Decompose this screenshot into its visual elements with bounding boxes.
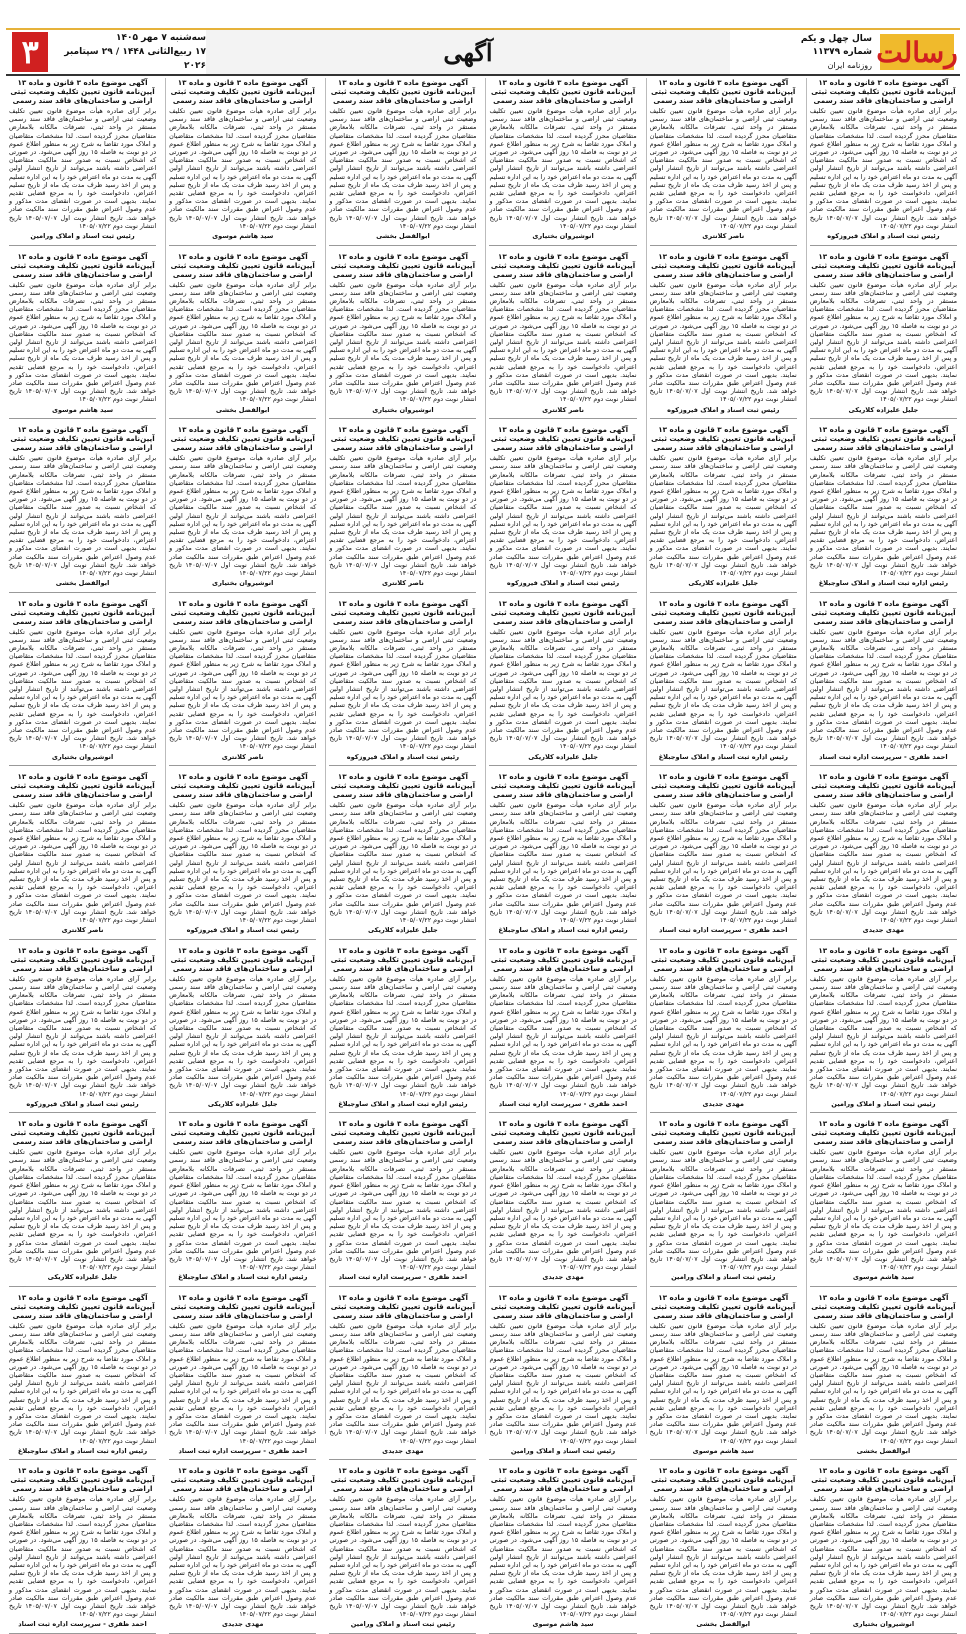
notice-heading: آگهی موضوع ماده ۳ قانون و ماده ۱۳ آیین‌نامه قانون تعیین تکلیف وضعیت ثبتی اراضی و ساختمان‌های فاقد سند رسمی xyxy=(10,945,155,973)
notice-signature: ناصر کلانتری xyxy=(381,579,424,588)
notice-body: برابر آرای صادره هیأت موضوع قانون تعیین تکلیف وضعیت ثبتی اراضی و ساختمان‌های فاقد سند رسمی مستقر در واحد ثبتی، تصرفات مالکانه بلامعارض متقاضیان محرز گردیده است. لذا مشخصات متقاضیان و املاک مورد تقاضا به شرح زیر به منظور اطلاع عموم در دو نوبت به فاصله ۱۵ روز آگهی می‌شود. در صورتی که اشخاص نسبت به صدور سند مالکیت متقاضیان اعتراضی داشته باشند می‌توانند از تاریخ انتشار اولین آگهی به مدت دو ماه اعتراض خود را به این اداره تسلیم و پس از اخذ رسید ظرف مدت یک ماه از تاریخ تسلیم اعتراض، دادخواست خود را به مرجع قضایی تقدیم نمایند. بدیهی است در صورت انقضای مدت مذکور و عدم وصول اعتراض طبق مقررات سند مالکیت صادر خواهد شد. تاریخ انتشار نوبت اول ۱۴۰۵/۰۷/۰۷ تاریخ انتشار نوبت دوم ۱۴۰۵/۰۷/۲۲ xyxy=(169,1495,317,1619)
notice-body: برابر آرای صادره هیأت موضوع قانون تعیین تکلیف وضعیت ثبتی اراضی و ساختمان‌های فاقد سند رسمی مستقر در واحد ثبتی، تصرفات مالکانه بلامعارض متقاضیان محرز گردیده است. لذا مشخصات متقاضیان و املاک مورد تقاضا به شرح زیر به منظور اطلاع عموم در دو نوبت به فاصله ۱۵ روز آگهی می‌شود. در صورتی که اشخاص نسبت به صدور سند مالکیت متقاضیان اعتراضی داشته باشند می‌توانند از تاریخ انتشار اولین آگهی به مدت دو ماه اعتراض خود را به این اداره تسلیم و پس از اخذ رسید ظرف مدت یک ماه از تاریخ تسلیم اعتراض، دادخواست خود را به مرجع قضایی تقدیم نمایند. بدیهی است در صورت انقضای مدت مذکور و عدم وصول اعتراض طبق مقررات سند مالکیت صادر خواهد شد. تاریخ انتشار نوبت اول ۱۴۰۵/۰۷/۰۷ تاریخ انتشار نوبت دوم ۱۴۰۵/۰۷/۲۲ xyxy=(8,1148,157,1272)
notice-signature: ابوالفضل بخشی xyxy=(55,579,110,588)
notice-signature: رئیس اداره ثبت اسناد و املاک ساوجبلاغ xyxy=(818,579,949,588)
notice-body: برابر آرای صادره هیأت موضوع قانون تعیین تکلیف وضعیت ثبتی اراضی و ساختمان‌های فاقد سند رسمی مستقر در واحد ثبتی، تصرفات مالکانه بلامعارض متقاضیان محرز گردیده است. لذا مشخصات متقاضیان و املاک مورد تقاضا به شرح زیر به منظور اطلاع عموم در دو نوبت به فاصله ۱۵ روز آگهی می‌شود. در صورتی که اشخاص نسبت به صدور سند مالکیت متقاضیان اعتراضی داشته باشند می‌توانند از تاریخ انتشار اولین آگهی به مدت دو ماه اعتراض خود را به این اداره تسلیم و پس از اخذ رسید ظرف مدت یک ماه از تاریخ تسلیم اعتراض، دادخواست خود را به مرجع قضایی تقدیم نمایند. بدیهی است در صورت انقضای مدت مذکور و عدم وصول اعتراض طبق مقررات سند مالکیت صادر خواهد شد. تاریخ انتشار نوبت اول ۱۴۰۵/۰۷/۰۷ تاریخ انتشار نوبت دوم ۱۴۰۵/۰۷/۲۲ xyxy=(649,801,797,925)
notice-body: برابر آرای صادره هیأت موضوع قانون تعیین تکلیف وضعیت ثبتی اراضی و ساختمان‌های فاقد سند رسمی مستقر در واحد ثبتی، تصرفات مالکانه بلامعارض متقاضیان محرز گردیده است. لذا مشخصات متقاضیان و املاک مورد تقاضا به شرح زیر به منظور اطلاع عموم در دو نوبت به فاصله ۱۵ روز آگهی می‌شود. در صورتی که اشخاص نسبت به صدور سند مالکیت متقاضیان اعتراضی داشته باشند می‌توانند از تاریخ انتشار اولین آگهی به مدت دو ماه اعتراض خود را به این اداره تسلیم و پس از اخذ رسید ظرف مدت یک ماه از تاریخ تسلیم اعتراض، دادخواست خود را به مرجع قضایی تقدیم نمایند. بدیهی است در صورت انقضای مدت مذکور و عدم وصول اعتراض طبق مقررات سند مالکیت صادر خواهد شد. تاریخ انتشار نوبت اول ۱۴۰۵/۰۷/۰۷ تاریخ انتشار نوبت دوم ۱۴۰۵/۰۷/۲۲ xyxy=(809,1321,957,1445)
issue-info xyxy=(801,33,872,72)
legal-notice xyxy=(810,425,957,593)
notice-signature: ابوالفضل بخشی xyxy=(856,1446,911,1455)
notice-body: برابر آرای صادره هیأت موضوع قانون تعیین تکلیف وضعیت ثبتی اراضی و ساختمان‌های فاقد سند رسمی مستقر در واحد ثبتی، تصرفات مالکانه بلامعارض متقاضیان محرز گردیده است. لذا مشخصات متقاضیان و املاک مورد تقاضا به شرح زیر به منظور اطلاع عموم در دو نوبت به فاصله ۱۵ روز آگهی می‌شود. در صورتی که اشخاص نسبت به صدور سند مالکیت متقاضیان اعتراضی داشته باشند می‌توانند از تاریخ انتشار اولین آگهی به مدت دو ماه اعتراض خود را به این اداره تسلیم و پس از اخذ رسید ظرف مدت یک ماه از تاریخ تسلیم اعتراض، دادخواست خود را به مرجع قضایی تقدیم نمایند. بدیهی است در صورت انقضای مدت مذکور و عدم وصول اعتراض طبق مقررات سند مالکیت صادر خواهد شد. تاریخ انتشار نوبت اول ۱۴۰۵/۰۷/۰۷ تاریخ انتشار نوبت دوم ۱۴۰۵/۰۷/۲۲ xyxy=(649,627,797,751)
legal-notice xyxy=(810,252,957,420)
legal-notice xyxy=(9,599,156,767)
legal-notice xyxy=(169,599,316,767)
notice-heading: آگهی موضوع ماده ۳ قانون و ماده ۱۳ آیین‌نامه قانون تعیین تکلیف وضعیت ثبتی اراضی و ساختمان‌های فاقد سند رسمی xyxy=(651,598,796,626)
notice-body: برابر آرای صادره هیأت موضوع قانون تعیین تکلیف وضعیت ثبتی اراضی و ساختمان‌های فاقد سند رسمی مستقر در واحد ثبتی، تصرفات مالکانه بلامعارض متقاضیان محرز گردیده است. لذا مشخصات متقاضیان و املاک مورد تقاضا به شرح زیر به منظور اطلاع عموم در دو نوبت به فاصله ۱۵ روز آگهی می‌شود. در صورتی که اشخاص نسبت به صدور سند مالکیت متقاضیان اعتراضی داشته باشند می‌توانند از تاریخ انتشار اولین آگهی به مدت دو ماه اعتراض خود را به این اداره تسلیم و پس از اخذ رسید ظرف مدت یک ماه از تاریخ تسلیم اعتراض، دادخواست خود را به مرجع قضایی تقدیم نمایند. بدیهی است در صورت انقضای مدت مذکور و عدم وصول اعتراض طبق مقررات سند مالکیت صادر خواهد شد. تاریخ انتشار نوبت اول ۱۴۰۵/۰۷/۰۷ تاریخ انتشار نوبت دوم ۱۴۰۵/۰۷/۲۲ xyxy=(169,107,317,230)
notice-heading: آگهی موضوع ماده ۳ قانون و ماده ۱۳ آیین‌نامه قانون تعیین تکلیف وضعیت ثبتی اراضی و ساختمان‌های فاقد سند رسمی xyxy=(811,1466,956,1494)
notice-heading: آگهی موضوع ماده ۳ قانون و ماده ۱۳ آیین‌نامه قانون تعیین تکلیف وضعیت ثبتی اراضی و ساختمان‌های فاقد سند رسمی xyxy=(651,1292,796,1320)
legal-notice xyxy=(810,946,957,1114)
notice-signature: جلیل علیزاده کلاریکی xyxy=(688,579,759,588)
legal-notice xyxy=(169,1293,316,1461)
notice-body: برابر آرای صادره هیأت موضوع قانون تعیین تکلیف وضعیت ثبتی اراضی و ساختمان‌های فاقد سند رسمی مستقر در واحد ثبتی، تصرفات مالکانه بلامعارض متقاضیان محرز گردیده است. لذا مشخصات متقاضیان و املاک مورد تقاضا به شرح زیر به منظور اطلاع عموم در دو نوبت به فاصله ۱۵ روز آگهی می‌شود. در صورتی که اشخاص نسبت به صدور سند مالکیت متقاضیان اعتراضی داشته باشند می‌توانند از تاریخ انتشار اولین آگهی به مدت دو ماه اعتراض خود را به این اداره تسلیم و پس از اخذ رسید ظرف مدت یک ماه از تاریخ تسلیم اعتراض، دادخواست خود را به مرجع قضایی تقدیم نمایند. بدیهی است در صورت انقضای مدت مذکور و عدم وصول اعتراض طبق مقررات سند مالکیت صادر خواهد شد. تاریخ انتشار نوبت اول ۱۴۰۵/۰۷/۰۷ تاریخ انتشار نوبت دوم ۱۴۰۵/۰۷/۲۲ xyxy=(649,107,797,230)
notice-body: برابر آرای صادره هیأت موضوع قانون تعیین تکلیف وضعیت ثبتی اراضی و ساختمان‌های فاقد سند رسمی مستقر در واحد ثبتی، تصرفات مالکانه بلامعارض متقاضیان محرز گردیده است. لذا مشخصات متقاضیان و املاک مورد تقاضا به شرح زیر به منظور اطلاع عموم در دو نوبت به فاصله ۱۵ روز آگهی می‌شود. در صورتی که اشخاص نسبت به صدور سند مالکیت متقاضیان اعتراضی داشته باشند می‌توانند از تاریخ انتشار اولین آگهی به مدت دو ماه اعتراض خود را به این اداره تسلیم و پس از اخذ رسید ظرف مدت یک ماه از تاریخ تسلیم اعتراض، دادخواست خود را به مرجع قضایی تقدیم نمایند. بدیهی است در صورت انقضای مدت مذکور و عدم وصول اعتراض طبق مقررات سند مالکیت صادر خواهد شد. تاریخ انتشار نوبت اول ۱۴۰۵/۰۷/۰۷ تاریخ انتشار نوبت دوم ۱۴۰۵/۰۷/۲۲ xyxy=(489,1321,637,1445)
notice-signature: ابوالفضل بخشی xyxy=(215,405,270,414)
notice-signature: انوشیروان بختیاری xyxy=(51,752,114,761)
notice-signature: رئیس اداره ثبت اسناد و املاک ساوجبلاغ xyxy=(658,752,788,761)
notice-heading: آگهی موضوع ماده ۳ قانون و ماده ۱۳ آیین‌نامه قانون تعیین تکلیف وضعیت ثبتی اراضی و ساختمان‌های فاقد سند رسمی xyxy=(170,251,315,279)
notice-signature: ناصر کلانتری xyxy=(542,405,584,414)
legal-notice xyxy=(489,1119,636,1287)
notice-body: برابر آرای صادره هیأت موضوع قانون تعیین تکلیف وضعیت ثبتی اراضی و ساختمان‌های فاقد سند رسمی مستقر در واحد ثبتی، تصرفات مالکانه بلامعارض متقاضیان محرز گردیده است. لذا مشخصات متقاضیان و املاک مورد تقاضا به شرح زیر به منظور اطلاع عموم در دو نوبت به فاصله ۱۵ روز آگهی می‌شود. در صورتی که اشخاص نسبت به صدور سند مالکیت متقاضیان اعتراضی داشته باشند می‌توانند از تاریخ انتشار اولین آگهی به مدت دو ماه اعتراض خود را به این اداره تسلیم و پس از اخذ رسید ظرف مدت یک ماه از تاریخ تسلیم اعتراض، دادخواست خود را به مرجع قضایی تقدیم نمایند. بدیهی است در صورت انقضای مدت مذکور و عدم وصول اعتراض طبق مقررات سند مالکیت صادر خواهد شد. تاریخ انتشار نوبت اول ۱۴۰۵/۰۷/۰۷ تاریخ انتشار نوبت دوم ۱۴۰۵/۰۷/۲۲ xyxy=(809,454,957,577)
notice-heading: آگهی موضوع ماده ۳ قانون و ماده ۱۳ آیین‌نامه قانون تعیین تکلیف وضعیت ثبتی اراضی و ساختمان‌های فاقد سند رسمی xyxy=(330,1292,476,1320)
notice-heading: آگهی موضوع ماده ۳ قانون و ماده ۱۳ آیین‌نامه قانون تعیین تکلیف وضعیت ثبتی اراضی و ساختمان‌های فاقد سند رسمی xyxy=(811,251,956,279)
notice-body: برابر آرای صادره هیأت موضوع قانون تعیین تکلیف وضعیت ثبتی اراضی و ساختمان‌های فاقد سند رسمی مستقر در واحد ثبتی، تصرفات مالکانه بلامعارض متقاضیان محرز گردیده است. لذا مشخصات متقاضیان و املاک مورد تقاضا به شرح زیر به منظور اطلاع عموم در دو نوبت به فاصله ۱۵ روز آگهی می‌شود. در صورتی که اشخاص نسبت به صدور سند مالکیت متقاضیان اعتراضی داشته باشند می‌توانند از تاریخ انتشار اولین آگهی به مدت دو ماه اعتراض خود را به این اداره تسلیم و پس از اخذ رسید ظرف مدت یک ماه از تاریخ تسلیم اعتراض، دادخواست خود را به مرجع قضایی تقدیم نمایند. بدیهی است در صورت انقضای مدت مذکور و عدم وصول اعتراض طبق مقررات سند مالکیت صادر خواهد شد. تاریخ انتشار نوبت اول ۱۴۰۵/۰۷/۰۷ تاریخ انتشار نوبت دوم ۱۴۰۵/۰۷/۲۲ xyxy=(8,454,157,577)
notice-body: برابر آرای صادره هیأت موضوع قانون تعیین تکلیف وضعیت ثبتی اراضی و ساختمان‌های فاقد سند رسمی مستقر در واحد ثبتی، تصرفات مالکانه بلامعارض متقاضیان محرز گردیده است. لذا مشخصات متقاضیان و املاک مورد تقاضا به شرح زیر به منظور اطلاع عموم در دو نوبت به فاصله ۱۵ روز آگهی می‌شود. در صورتی که اشخاص نسبت به صدور سند مالکیت متقاضیان اعتراضی داشته باشند می‌توانند از تاریخ انتشار اولین آگهی به مدت دو ماه اعتراض خود را به این اداره تسلیم و پس از اخذ رسید ظرف مدت یک ماه از تاریخ تسلیم اعتراض، دادخواست خود را به مرجع قضایی تقدیم نمایند. بدیهی است در صورت انقضای مدت مذکور و عدم وصول اعتراض طبق مقررات سند مالکیت صادر خواهد شد. تاریخ انتشار نوبت اول ۱۴۰۵/۰۷/۰۷ تاریخ انتشار نوبت دوم ۱۴۰۵/۰۷/۲۲ xyxy=(169,454,317,577)
notice-body: برابر آرای صادره هیأت موضوع قانون تعیین تکلیف وضعیت ثبتی اراضی و ساختمان‌های فاقد سند رسمی مستقر در واحد ثبتی، تصرفات مالکانه بلامعارض متقاضیان محرز گردیده است. لذا مشخصات متقاضیان و املاک مورد تقاضا به شرح زیر به منظور اطلاع عموم در دو نوبت به فاصله ۱۵ روز آگهی می‌شود. در صورتی که اشخاص نسبت به صدور سند مالکیت متقاضیان اعتراضی داشته باشند می‌توانند از تاریخ انتشار اولین آگهی به مدت دو ماه اعتراض خود را به این اداره تسلیم و پس از اخذ رسید ظرف مدت یک ماه از تاریخ تسلیم اعتراض، دادخواست خود را به مرجع قضایی تقدیم نمایند. بدیهی است در صورت انقضای مدت مذکور و عدم وصول اعتراض طبق مقررات سند مالکیت صادر خواهد شد. تاریخ انتشار نوبت اول ۱۴۰۵/۰۷/۰۷ تاریخ انتشار نوبت دوم ۱۴۰۵/۰۷/۲۲ xyxy=(169,280,317,404)
notice-heading: آگهی موضوع ماده ۳ قانون و ماده ۱۳ آیین‌نامه قانون تعیین تکلیف وضعیت ثبتی اراضی و ساختمان‌های فاقد سند رسمی xyxy=(811,1119,956,1147)
notice-signature: رئیس ثبت اسناد و املاک فیروزکوه xyxy=(667,405,780,414)
notice-body: برابر آرای صادره هیأت موضوع قانون تعیین تکلیف وضعیت ثبتی اراضی و ساختمان‌های فاقد سند رسمی مستقر در واحد ثبتی، تصرفات مالکانه بلامعارض متقاضیان محرز گردیده است. لذا مشخصات متقاضیان و املاک مورد تقاضا به شرح زیر به منظور اطلاع عموم در دو نوبت به فاصله ۱۵ روز آگهی می‌شود. در صورتی که اشخاص نسبت به صدور سند مالکیت متقاضیان اعتراضی داشته باشند می‌توانند از تاریخ انتشار اولین آگهی به مدت دو ماه اعتراض خود را به این اداره تسلیم و پس از اخذ رسید ظرف مدت یک ماه از تاریخ تسلیم اعتراض، دادخواست خود را به مرجع قضایی تقدیم نمایند. بدیهی است در صورت انقضای مدت مذکور و عدم وصول اعتراض طبق مقررات سند مالکیت صادر خواهد شد. تاریخ انتشار نوبت اول ۱۴۰۵/۰۷/۰۷ تاریخ انتشار نوبت دوم ۱۴۰۵/۰۷/۲۲ xyxy=(809,280,957,404)
notice-heading: آگهی موضوع ماده ۳ قانون و ماده ۱۳ آیین‌نامه قانون تعیین تکلیف وضعیت ثبتی اراضی و ساختمان‌های فاقد سند رسمی xyxy=(170,1466,315,1494)
notice-heading: آگهی موضوع ماده ۳ قانون و ماده ۱۳ آیین‌نامه قانون تعیین تکلیف وضعیت ثبتی اراضی و ساختمان‌های فاقد سند رسمی xyxy=(811,598,956,626)
notice-heading: آگهی موضوع ماده ۳ قانون و ماده ۱۳ آیین‌نامه قانون تعیین تکلیف وضعیت ثبتی اراضی و ساختمان‌های فاقد سند رسمی xyxy=(490,425,636,453)
notice-signature: مهدی جدیدی xyxy=(542,1273,584,1282)
legal-notice xyxy=(650,946,797,1114)
notice-body: برابر آرای صادره هیأت موضوع قانون تعیین تکلیف وضعیت ثبتی اراضی و ساختمان‌های فاقد سند رسمی مستقر در واحد ثبتی، تصرفات مالکانه بلامعارض متقاضیان محرز گردیده است. لذا مشخصات متقاضیان و املاک مورد تقاضا به شرح زیر به منظور اطلاع عموم در دو نوبت به فاصله ۱۵ روز آگهی می‌شود. در صورتی که اشخاص نسبت به صدور سند مالکیت متقاضیان اعتراضی داشته باشند می‌توانند از تاریخ انتشار اولین آگهی به مدت دو ماه اعتراض خود را به این اداره تسلیم و پس از اخذ رسید ظرف مدت یک ماه از تاریخ تسلیم اعتراض، دادخواست خود را به مرجع قضایی تقدیم نمایند. بدیهی است در صورت انقضای مدت مذکور و عدم وصول اعتراض طبق مقررات سند مالکیت صادر خواهد شد. تاریخ انتشار نوبت اول ۱۴۰۵/۰۷/۰۷ تاریخ انتشار نوبت دوم ۱۴۰۵/۰۷/۲۲ xyxy=(329,801,477,925)
legal-notice xyxy=(810,1466,957,1634)
legal-notice xyxy=(169,772,316,940)
legal-notice xyxy=(489,1466,636,1634)
issue-tagline: روزنامه ایران xyxy=(827,60,872,70)
notice-heading: آگهی موضوع ماده ۳ قانون و ماده ۱۳ آیین‌نامه قانون تعیین تکلیف وضعیت ثبتی اراضی و ساختمان‌های فاقد سند رسمی xyxy=(490,945,636,973)
notice-body: برابر آرای صادره هیأت موضوع قانون تعیین تکلیف وضعیت ثبتی اراضی و ساختمان‌های فاقد سند رسمی مستقر در واحد ثبتی، تصرفات مالکانه بلامعارض متقاضیان محرز گردیده است. لذا مشخصات متقاضیان و املاک مورد تقاضا به شرح زیر به منظور اطلاع عموم در دو نوبت به فاصله ۱۵ روز آگهی می‌شود. در صورتی که اشخاص نسبت به صدور سند مالکیت متقاضیان اعتراضی داشته باشند می‌توانند از تاریخ انتشار اولین آگهی به مدت دو ماه اعتراض خود را به این اداره تسلیم و پس از اخذ رسید ظرف مدت یک ماه از تاریخ تسلیم اعتراض، دادخواست خود را به مرجع قضایی تقدیم نمایند. بدیهی است در صورت انقضای مدت مذکور و عدم وصول اعتراض طبق مقررات سند مالکیت صادر خواهد شد. تاریخ انتشار نوبت اول ۱۴۰۵/۰۷/۰۷ تاریخ انتشار نوبت دوم ۱۴۰۵/۰۷/۲۲ xyxy=(8,1321,157,1445)
legal-notice xyxy=(9,1293,156,1461)
legal-notice xyxy=(489,78,636,246)
notice-body: برابر آرای صادره هیأت موضوع قانون تعیین تکلیف وضعیت ثبتی اراضی و ساختمان‌های فاقد سند رسمی مستقر در واحد ثبتی، تصرفات مالکانه بلامعارض متقاضیان محرز گردیده است. لذا مشخصات متقاضیان و املاک مورد تقاضا به شرح زیر به منظور اطلاع عموم در دو نوبت به فاصله ۱۵ روز آگهی می‌شود. در صورتی که اشخاص نسبت به صدور سند مالکیت متقاضیان اعتراضی داشته باشند می‌توانند از تاریخ انتشار اولین آگهی به مدت دو ماه اعتراض خود را به این اداره تسلیم و پس از اخذ رسید ظرف مدت یک ماه از تاریخ تسلیم اعتراض، دادخواست خود را به مرجع قضایی تقدیم نمایند. بدیهی است در صورت انقضای مدت مذکور و عدم وصول اعتراض طبق مقررات سند مالکیت صادر خواهد شد. تاریخ انتشار نوبت اول ۱۴۰۵/۰۷/۰۷ تاریخ انتشار نوبت دوم ۱۴۰۵/۰۷/۲۲ xyxy=(649,1321,797,1445)
notice-body: برابر آرای صادره هیأت موضوع قانون تعیین تکلیف وضعیت ثبتی اراضی و ساختمان‌های فاقد سند رسمی مستقر در واحد ثبتی، تصرفات مالکانه بلامعارض متقاضیان محرز گردیده است. لذا مشخصات متقاضیان و املاک مورد تقاضا به شرح زیر به منظور اطلاع عموم در دو نوبت به فاصله ۱۵ روز آگهی می‌شود. در صورتی که اشخاص نسبت به صدور سند مالکیت متقاضیان اعتراضی داشته باشند می‌توانند از تاریخ انتشار اولین آگهی به مدت دو ماه اعتراض خود را به این اداره تسلیم و پس از اخذ رسید ظرف مدت یک ماه از تاریخ تسلیم اعتراض، دادخواست خود را به مرجع قضایی تقدیم نمایند. بدیهی است در صورت انقضای مدت مذکور و عدم وصول اعتراض طبق مقررات سند مالکیت صادر خواهد شد. تاریخ انتشار نوبت اول ۱۴۰۵/۰۷/۰۷ تاریخ انتشار نوبت دوم ۱۴۰۵/۰۷/۲۲ xyxy=(169,1148,317,1272)
ad-column xyxy=(646,78,800,1629)
notice-signature: رئیس اداره ثبت اسناد و املاک ساوجبلاغ xyxy=(498,926,628,935)
ad-column xyxy=(6,78,159,1629)
legal-notice xyxy=(9,252,156,420)
notice-signature: رئیس ثبت اسناد و املاک ورامین xyxy=(831,1099,936,1108)
issue-number: شماره ۱۱۳۷۹ xyxy=(812,46,872,57)
notice-heading: آگهی موضوع ماده ۳ قانون و ماده ۱۳ آیین‌نامه قانون تعیین تکلیف وضعیت ثبتی اراضی و ساختمان‌های فاقد سند رسمی xyxy=(10,1466,155,1494)
notice-signature: احمد ظفری - سرپرست اداره ثبت اسناد xyxy=(18,1620,147,1629)
notice-heading: آگهی موضوع ماده ۳ قانون و ماده ۱۳ آیین‌نامه قانون تعیین تکلیف وضعیت ثبتی اراضی و ساختمان‌های فاقد سند رسمی xyxy=(811,945,956,973)
legal-notice xyxy=(810,1293,957,1461)
notice-body: برابر آرای صادره هیأت موضوع قانون تعیین تکلیف وضعیت ثبتی اراضی و ساختمان‌های فاقد سند رسمی مستقر در واحد ثبتی، تصرفات مالکانه بلامعارض متقاضیان محرز گردیده است. لذا مشخصات متقاضیان و املاک مورد تقاضا به شرح زیر به منظور اطلاع عموم در دو نوبت به فاصله ۱۵ روز آگهی می‌شود. در صورتی که اشخاص نسبت به صدور سند مالکیت متقاضیان اعتراضی داشته باشند می‌توانند از تاریخ انتشار اولین آگهی به مدت دو ماه اعتراض خود را به این اداره تسلیم و پس از اخذ رسید ظرف مدت یک ماه از تاریخ تسلیم اعتراض، دادخواست خود را به مرجع قضایی تقدیم نمایند. بدیهی است در صورت انقضای مدت مذکور و عدم وصول اعتراض طبق مقررات سند مالکیت صادر خواهد شد. تاریخ انتشار نوبت اول ۱۴۰۵/۰۷/۰۷ تاریخ انتشار نوبت دوم ۱۴۰۵/۰۷/۲۲ xyxy=(329,974,477,1098)
notice-heading: آگهی موضوع ماده ۳ قانون و ماده ۱۳ آیین‌نامه قانون تعیین تکلیف وضعیت ثبتی اراضی و ساختمان‌های فاقد سند رسمی xyxy=(170,1292,315,1320)
notice-signature: جلیل علیزاده کلاریکی xyxy=(528,752,598,761)
notice-signature: مهدی جدیدی xyxy=(221,1620,264,1629)
legal-notice xyxy=(650,78,797,246)
notice-body: برابر آرای صادره هیأت موضوع قانون تعیین تکلیف وضعیت ثبتی اراضی و ساختمان‌های فاقد سند رسمی مستقر در واحد ثبتی، تصرفات مالکانه بلامعارض متقاضیان محرز گردیده است. لذا مشخصات متقاضیان و املاک مورد تقاضا به شرح زیر به منظور اطلاع عموم در دو نوبت به فاصله ۱۵ روز آگهی می‌شود. در صورتی که اشخاص نسبت به صدور سند مالکیت متقاضیان اعتراضی داشته باشند می‌توانند از تاریخ انتشار اولین آگهی به مدت دو ماه اعتراض خود را به این اداره تسلیم و پس از اخذ رسید ظرف مدت یک ماه از تاریخ تسلیم اعتراض، دادخواست خود را به مرجع قضایی تقدیم نمایند. بدیهی است در صورت انقضای مدت مذکور و عدم وصول اعتراض طبق مقررات سند مالکیت صادر خواهد شد. تاریخ انتشار نوبت اول ۱۴۰۵/۰۷/۰۷ تاریخ انتشار نوبت دوم ۱۴۰۵/۰۷/۲۲ xyxy=(169,627,317,751)
notice-body: برابر آرای صادره هیأت موضوع قانون تعیین تکلیف وضعیت ثبتی اراضی و ساختمان‌های فاقد سند رسمی مستقر در واحد ثبتی، تصرفات مالکانه بلامعارض متقاضیان محرز گردیده است. لذا مشخصات متقاضیان و املاک مورد تقاضا به شرح زیر به منظور اطلاع عموم در دو نوبت به فاصله ۱۵ روز آگهی می‌شود. در صورتی که اشخاص نسبت به صدور سند مالکیت متقاضیان اعتراضی داشته باشند می‌توانند از تاریخ انتشار اولین آگهی به مدت دو ماه اعتراض خود را به این اداره تسلیم و پس از اخذ رسید ظرف مدت یک ماه از تاریخ تسلیم اعتراض، دادخواست خود را به مرجع قضایی تقدیم نمایند. بدیهی است در صورت انقضای مدت مذکور و عدم وصول اعتراض طبق مقررات سند مالکیت صادر خواهد شد. تاریخ انتشار نوبت اول ۱۴۰۵/۰۷/۰۷ تاریخ انتشار نوبت دوم ۱۴۰۵/۰۷/۲۲ xyxy=(169,801,317,925)
legal-notice xyxy=(329,1119,476,1287)
legal-notice xyxy=(169,1466,316,1634)
notice-heading: آگهی موضوع ماده ۳ قانون و ماده ۱۳ آیین‌نامه قانون تعیین تکلیف وضعیت ثبتی اراضی و ساختمان‌های فاقد سند رسمی xyxy=(330,1119,476,1147)
notice-body: برابر آرای صادره هیأت موضوع قانون تعیین تکلیف وضعیت ثبتی اراضی و ساختمان‌های فاقد سند رسمی مستقر در واحد ثبتی، تصرفات مالکانه بلامعارض متقاضیان محرز گردیده است. لذا مشخصات متقاضیان و املاک مورد تقاضا به شرح زیر به منظور اطلاع عموم در دو نوبت به فاصله ۱۵ روز آگهی می‌شود. در صورتی که اشخاص نسبت به صدور سند مالکیت متقاضیان اعتراضی داشته باشند می‌توانند از تاریخ انتشار اولین آگهی به مدت دو ماه اعتراض خود را به این اداره تسلیم و پس از اخذ رسید ظرف مدت یک ماه از تاریخ تسلیم اعتراض، دادخواست خود را به مرجع قضایی تقدیم نمایند. بدیهی است در صورت انقضای مدت مذکور و عدم وصول اعتراض طبق مقررات سند مالکیت صادر خواهد شد. تاریخ انتشار نوبت اول ۱۴۰۵/۰۷/۰۷ تاریخ انتشار نوبت دوم ۱۴۰۵/۰۷/۲۲ xyxy=(329,1148,477,1272)
notice-body: برابر آرای صادره هیأت موضوع قانون تعیین تکلیف وضعیت ثبتی اراضی و ساختمان‌های فاقد سند رسمی مستقر در واحد ثبتی، تصرفات مالکانه بلامعارض متقاضیان محرز گردیده است. لذا مشخصات متقاضیان و املاک مورد تقاضا به شرح زیر به منظور اطلاع عموم در دو نوبت به فاصله ۱۵ روز آگهی می‌شود. در صورتی که اشخاص نسبت به صدور سند مالکیت متقاضیان اعتراضی داشته باشند می‌توانند از تاریخ انتشار اولین آگهی به مدت دو ماه اعتراض خود را به این اداره تسلیم و پس از اخذ رسید ظرف مدت یک ماه از تاریخ تسلیم اعتراض، دادخواست خود را به مرجع قضایی تقدیم نمایند. بدیهی است در صورت انقضای مدت مذکور و عدم وصول اعتراض طبق مقررات سند مالکیت صادر خواهد شد. تاریخ انتشار نوبت اول ۱۴۰۵/۰۷/۰۷ تاریخ انتشار نوبت دوم ۱۴۰۵/۰۷/۲۲ xyxy=(329,107,477,230)
legal-notice xyxy=(650,1119,797,1287)
ad-columns xyxy=(6,78,960,1629)
notice-body: برابر آرای صادره هیأت موضوع قانون تعیین تکلیف وضعیت ثبتی اراضی و ساختمان‌های فاقد سند رسمی مستقر در واحد ثبتی، تصرفات مالکانه بلامعارض متقاضیان محرز گردیده است. لذا مشخصات متقاضیان و املاک مورد تقاضا به شرح زیر به منظور اطلاع عموم در دو نوبت به فاصله ۱۵ روز آگهی می‌شود. در صورتی که اشخاص نسبت به صدور سند مالکیت متقاضیان اعتراضی داشته باشند می‌توانند از تاریخ انتشار اولین آگهی به مدت دو ماه اعتراض خود را به این اداره تسلیم و پس از اخذ رسید ظرف مدت یک ماه از تاریخ تسلیم اعتراض، دادخواست خود را به مرجع قضایی تقدیم نمایند. بدیهی است در صورت انقضای مدت مذکور و عدم وصول اعتراض طبق مقررات سند مالکیت صادر خواهد شد. تاریخ انتشار نوبت اول ۱۴۰۵/۰۷/۰۷ تاریخ انتشار نوبت دوم ۱۴۰۵/۰۷/۲۲ xyxy=(329,627,477,751)
section-title: آگهی xyxy=(206,30,730,74)
notice-heading: آگهی موضوع ماده ۳ قانون و ماده ۱۳ آیین‌نامه قانون تعیین تکلیف وضعیت ثبتی اراضی و ساختمان‌های فاقد سند رسمی xyxy=(330,1466,476,1494)
notice-heading: آگهی موضوع ماده ۳ قانون و ماده ۱۳ آیین‌نامه قانون تعیین تکلیف وضعیت ثبتی اراضی و ساختمان‌های فاقد سند رسمی xyxy=(811,1292,956,1320)
notice-body: برابر آرای صادره هیأت موضوع قانون تعیین تکلیف وضعیت ثبتی اراضی و ساختمان‌های فاقد سند رسمی مستقر در واحد ثبتی، تصرفات مالکانه بلامعارض متقاضیان محرز گردیده است. لذا مشخصات متقاضیان و املاک مورد تقاضا به شرح زیر به منظور اطلاع عموم در دو نوبت به فاصله ۱۵ روز آگهی می‌شود. در صورتی که اشخاص نسبت به صدور سند مالکیت متقاضیان اعتراضی داشته باشند می‌توانند از تاریخ انتشار اولین آگهی به مدت دو ماه اعتراض خود را به این اداره تسلیم و پس از اخذ رسید ظرف مدت یک ماه از تاریخ تسلیم اعتراض، دادخواست خود را به مرجع قضایی تقدیم نمایند. بدیهی است در صورت انقضای مدت مذکور و عدم وصول اعتراض طبق مقررات سند مالکیت صادر خواهد شد. تاریخ انتشار نوبت اول ۱۴۰۵/۰۷/۰۷ تاریخ انتشار نوبت دوم ۱۴۰۵/۰۷/۲۲ xyxy=(489,1148,637,1272)
legal-notice xyxy=(489,946,636,1114)
legal-notice xyxy=(810,772,957,940)
notice-signature: رئیس ثبت اسناد و املاک فیروزکوه xyxy=(346,752,460,761)
notice-signature: رئیس اداره ثبت اسناد و املاک ساوجبلاغ xyxy=(178,1273,308,1282)
legal-notice xyxy=(650,252,797,420)
notice-signature: مهدی جدیدی xyxy=(702,1099,744,1108)
notice-body: برابر آرای صادره هیأت موضوع قانون تعیین تکلیف وضعیت ثبتی اراضی و ساختمان‌های فاقد سند رسمی مستقر در واحد ثبتی، تصرفات مالکانه بلامعارض متقاضیان محرز گردیده است. لذا مشخصات متقاضیان و املاک مورد تقاضا به شرح زیر به منظور اطلاع عموم در دو نوبت به فاصله ۱۵ روز آگهی می‌شود. در صورتی که اشخاص نسبت به صدور سند مالکیت متقاضیان اعتراضی داشته باشند می‌توانند از تاریخ انتشار اولین آگهی به مدت دو ماه اعتراض خود را به این اداره تسلیم و پس از اخذ رسید ظرف مدت یک ماه از تاریخ تسلیم اعتراض، دادخواست خود را به مرجع قضایی تقدیم نمایند. بدیهی است در صورت انقضای مدت مذکور و عدم وصول اعتراض طبق مقررات سند مالکیت صادر خواهد شد. تاریخ انتشار نوبت اول ۱۴۰۵/۰۷/۰۷ تاریخ انتشار نوبت دوم ۱۴۰۵/۰۷/۲۲ xyxy=(649,280,797,404)
notice-body: برابر آرای صادره هیأت موضوع قانون تعیین تکلیف وضعیت ثبتی اراضی و ساختمان‌های فاقد سند رسمی مستقر در واحد ثبتی، تصرفات مالکانه بلامعارض متقاضیان محرز گردیده است. لذا مشخصات متقاضیان و املاک مورد تقاضا به شرح زیر به منظور اطلاع عموم در دو نوبت به فاصله ۱۵ روز آگهی می‌شود. در صورتی که اشخاص نسبت به صدور سند مالکیت متقاضیان اعتراضی داشته باشند می‌توانند از تاریخ انتشار اولین آگهی به مدت دو ماه اعتراض خود را به این اداره تسلیم و پس از اخذ رسید ظرف مدت یک ماه از تاریخ تسلیم اعتراض، دادخواست خود را به مرجع قضایی تقدیم نمایند. بدیهی است در صورت انقضای مدت مذکور و عدم وصول اعتراض طبق مقررات سند مالکیت صادر خواهد شد. تاریخ انتشار نوبت اول ۱۴۰۵/۰۷/۰۷ تاریخ انتشار نوبت دوم ۱۴۰۵/۰۷/۲۲ xyxy=(489,627,637,751)
notice-signature: رئیس ثبت اسناد و املاک ورامین xyxy=(30,232,135,241)
notice-body: برابر آرای صادره هیأت موضوع قانون تعیین تکلیف وضعیت ثبتی اراضی و ساختمان‌های فاقد سند رسمی مستقر در واحد ثبتی، تصرفات مالکانه بلامعارض متقاضیان محرز گردیده است. لذا مشخصات متقاضیان و املاک مورد تقاضا به شرح زیر به منظور اطلاع عموم در دو نوبت به فاصله ۱۵ روز آگهی می‌شود. در صورتی که اشخاص نسبت به صدور سند مالکیت متقاضیان اعتراضی داشته باشند می‌توانند از تاریخ انتشار اولین آگهی به مدت دو ماه اعتراض خود را به این اداره تسلیم و پس از اخذ رسید ظرف مدت یک ماه از تاریخ تسلیم اعتراض، دادخواست خود را به مرجع قضایی تقدیم نمایند. بدیهی است در صورت انقضای مدت مذکور و عدم وصول اعتراض طبق مقررات سند مالکیت صادر خواهد شد. تاریخ انتشار نوبت اول ۱۴۰۵/۰۷/۰۷ تاریخ انتشار نوبت دوم ۱۴۰۵/۰۷/۲۲ xyxy=(8,280,157,404)
notice-body: برابر آرای صادره هیأت موضوع قانون تعیین تکلیف وضعیت ثبتی اراضی و ساختمان‌های فاقد سند رسمی مستقر در واحد ثبتی، تصرفات مالکانه بلامعارض متقاضیان محرز گردیده است. لذا مشخصات متقاضیان و املاک مورد تقاضا به شرح زیر به منظور اطلاع عموم در دو نوبت به فاصله ۱۵ روز آگهی می‌شود. در صورتی که اشخاص نسبت به صدور سند مالکیت متقاضیان اعتراضی داشته باشند می‌توانند از تاریخ انتشار اولین آگهی به مدت دو ماه اعتراض خود را به این اداره تسلیم و پس از اخذ رسید ظرف مدت یک ماه از تاریخ تسلیم اعتراض، دادخواست خود را به مرجع قضایی تقدیم نمایند. بدیهی است در صورت انقضای مدت مذکور و عدم وصول اعتراض طبق مقررات سند مالکیت صادر خواهد شد. تاریخ انتشار نوبت اول ۱۴۰۵/۰۷/۰۷ تاریخ انتشار نوبت دوم ۱۴۰۵/۰۷/۲۲ xyxy=(489,1495,637,1619)
legal-notice xyxy=(810,1119,957,1287)
date-solar: سه‌شنبه ۷ مهر ۱۴۰۵ xyxy=(116,33,206,43)
notice-heading: آگهی موضوع ماده ۳ قانون و ماده ۱۳ آیین‌نامه قانون تعیین تکلیف وضعیت ثبتی اراضی و ساختمان‌های فاقد سند رسمی xyxy=(490,1119,636,1147)
notice-signature: احمد ظفری - سرپرست اداره ثبت اسناد xyxy=(178,1446,307,1455)
notice-heading: آگهی موضوع ماده ۳ قانون و ماده ۱۳ آیین‌نامه قانون تعیین تکلیف وضعیت ثبتی اراضی و ساختمان‌های فاقد سند رسمی xyxy=(10,1292,155,1320)
notice-signature: احمد ظفری - سرپرست اداره ثبت اسناد xyxy=(819,752,948,761)
notice-heading: آگهی موضوع ماده ۳ قانون و ماده ۱۳ آیین‌نامه قانون تعیین تکلیف وضعیت ثبتی اراضی و ساختمان‌های فاقد سند رسمی xyxy=(490,598,636,626)
notice-body: برابر آرای صادره هیأت موضوع قانون تعیین تکلیف وضعیت ثبتی اراضی و ساختمان‌های فاقد سند رسمی مستقر در واحد ثبتی، تصرفات مالکانه بلامعارض متقاضیان محرز گردیده است. لذا مشخصات متقاضیان و املاک مورد تقاضا به شرح زیر به منظور اطلاع عموم در دو نوبت به فاصله ۱۵ روز آگهی می‌شود. در صورتی که اشخاص نسبت به صدور سند مالکیت متقاضیان اعتراضی داشته باشند می‌توانند از تاریخ انتشار اولین آگهی به مدت دو ماه اعتراض خود را به این اداره تسلیم و پس از اخذ رسید ظرف مدت یک ماه از تاریخ تسلیم اعتراض، دادخواست خود را به مرجع قضایی تقدیم نمایند. بدیهی است در صورت انقضای مدت مذکور و عدم وصول اعتراض طبق مقررات سند مالکیت صادر خواهد شد. تاریخ انتشار نوبت اول ۱۴۰۵/۰۷/۰۷ تاریخ انتشار نوبت دوم ۱۴۰۵/۰۷/۲۲ xyxy=(329,454,477,577)
notice-body: برابر آرای صادره هیأت موضوع قانون تعیین تکلیف وضعیت ثبتی اراضی و ساختمان‌های فاقد سند رسمی مستقر در واحد ثبتی، تصرفات مالکانه بلامعارض متقاضیان محرز گردیده است. لذا مشخصات متقاضیان و املاک مورد تقاضا به شرح زیر به منظور اطلاع عموم در دو نوبت به فاصله ۱۵ روز آگهی می‌شود. در صورتی که اشخاص نسبت به صدور سند مالکیت متقاضیان اعتراضی داشته باشند می‌توانند از تاریخ انتشار اولین آگهی به مدت دو ماه اعتراض خود را به این اداره تسلیم و پس از اخذ رسید ظرف مدت یک ماه از تاریخ تسلیم اعتراض، دادخواست خود را به مرجع قضایی تقدیم نمایند. بدیهی است در صورت انقضای مدت مذکور و عدم وصول اعتراض طبق مقررات سند مالکیت صادر خواهد شد. تاریخ انتشار نوبت اول ۱۴۰۵/۰۷/۰۷ تاریخ انتشار نوبت دوم ۱۴۰۵/۰۷/۲۲ xyxy=(8,974,157,1098)
notice-body: برابر آرای صادره هیأت موضوع قانون تعیین تکلیف وضعیت ثبتی اراضی و ساختمان‌های فاقد سند رسمی مستقر در واحد ثبتی، تصرفات مالکانه بلامعارض متقاضیان محرز گردیده است. لذا مشخصات متقاضیان و املاک مورد تقاضا به شرح زیر به منظور اطلاع عموم در دو نوبت به فاصله ۱۵ روز آگهی می‌شود. در صورتی که اشخاص نسبت به صدور سند مالکیت متقاضیان اعتراضی داشته باشند می‌توانند از تاریخ انتشار اولین آگهی به مدت دو ماه اعتراض خود را به این اداره تسلیم و پس از اخذ رسید ظرف مدت یک ماه از تاریخ تسلیم اعتراض، دادخواست خود را به مرجع قضایی تقدیم نمایند. بدیهی است در صورت انقضای مدت مذکور و عدم وصول اعتراض طبق مقررات سند مالکیت صادر خواهد شد. تاریخ انتشار نوبت اول ۱۴۰۵/۰۷/۰۷ تاریخ انتشار نوبت دوم ۱۴۰۵/۰۷/۲۲ xyxy=(649,1148,797,1272)
notice-heading: آگهی موضوع ماده ۳ قانون و ماده ۱۳ آیین‌نامه قانون تعیین تکلیف وضعیت ثبتی اراضی و ساختمان‌های فاقد سند رسمی xyxy=(490,772,636,800)
legal-notice xyxy=(329,252,476,420)
notice-signature: انوشیروان بختیاری xyxy=(372,405,434,414)
notice-body: برابر آرای صادره هیأت موضوع قانون تعیین تکلیف وضعیت ثبتی اراضی و ساختمان‌های فاقد سند رسمی مستقر در واحد ثبتی، تصرفات مالکانه بلامعارض متقاضیان محرز گردیده است. لذا مشخصات متقاضیان و املاک مورد تقاضا به شرح زیر به منظور اطلاع عموم در دو نوبت به فاصله ۱۵ روز آگهی می‌شود. در صورتی که اشخاص نسبت به صدور سند مالکیت متقاضیان اعتراضی داشته باشند می‌توانند از تاریخ انتشار اولین آگهی به مدت دو ماه اعتراض خود را به این اداره تسلیم و پس از اخذ رسید ظرف مدت یک ماه از تاریخ تسلیم اعتراض، دادخواست خود را به مرجع قضایی تقدیم نمایند. بدیهی است در صورت انقضای مدت مذکور و عدم وصول اعتراض طبق مقررات سند مالکیت صادر خواهد شد. تاریخ انتشار نوبت اول ۱۴۰۵/۰۷/۰۷ تاریخ انتشار نوبت دوم ۱۴۰۵/۰۷/۲۲ xyxy=(489,454,637,577)
notice-signature: سید هاشم موسوی xyxy=(51,405,114,414)
legal-notice xyxy=(650,1293,797,1461)
notice-heading: آگهی موضوع ماده ۳ قانون و ماده ۱۳ آیین‌نامه قانون تعیین تکلیف وضعیت ثبتی اراضی و ساختمان‌های فاقد سند رسمی xyxy=(10,1119,155,1147)
legal-notice xyxy=(329,1466,476,1634)
legal-notice xyxy=(329,772,476,940)
notice-heading: آگهی موضوع ماده ۳ قانون و ماده ۱۳ آیین‌نامه قانون تعیین تکلیف وضعیت ثبتی اراضی و ساختمان‌های فاقد سند رسمی xyxy=(811,425,956,453)
notice-signature: جلیل علیزاده کلاریکی xyxy=(207,1099,278,1108)
notice-heading: آگهی موضوع ماده ۳ قانون و ماده ۱۳ آیین‌نامه قانون تعیین تکلیف وضعیت ثبتی اراضی و ساختمان‌های فاقد سند رسمی xyxy=(330,78,476,105)
notice-signature: رئیس ثبت اسناد و املاک ورامین xyxy=(510,1446,616,1455)
legal-notice xyxy=(9,78,156,246)
notice-body: برابر آرای صادره هیأت موضوع قانون تعیین تکلیف وضعیت ثبتی اراضی و ساختمان‌های فاقد سند رسمی مستقر در واحد ثبتی، تصرفات مالکانه بلامعارض متقاضیان محرز گردیده است. لذا مشخصات متقاضیان و املاک مورد تقاضا به شرح زیر به منظور اطلاع عموم در دو نوبت به فاصله ۱۵ روز آگهی می‌شود. در صورتی که اشخاص نسبت به صدور سند مالکیت متقاضیان اعتراضی داشته باشند می‌توانند از تاریخ انتشار اولین آگهی به مدت دو ماه اعتراض خود را به این اداره تسلیم و پس از اخذ رسید ظرف مدت یک ماه از تاریخ تسلیم اعتراض، دادخواست خود را به مرجع قضایی تقدیم نمایند. بدیهی است در صورت انقضای مدت مذکور و عدم وصول اعتراض طبق مقررات سند مالکیت صادر خواهد شد. تاریخ انتشار نوبت اول ۱۴۰۵/۰۷/۰۷ تاریخ انتشار نوبت دوم ۱۴۰۵/۰۷/۲۲ xyxy=(329,1495,477,1619)
notice-heading: آگهی موضوع ماده ۳ قانون و ماده ۱۳ آیین‌نامه قانون تعیین تکلیف وضعیت ثبتی اراضی و ساختمان‌های فاقد سند رسمی xyxy=(10,251,155,279)
ad-column xyxy=(325,78,479,1629)
notice-signature: سید هاشم موسوی xyxy=(852,1273,914,1282)
notice-signature: رئیس ثبت اسناد و املاک ورامین xyxy=(350,1620,456,1629)
notice-heading: آگهی موضوع ماده ۳ قانون و ماده ۱۳ آیین‌نامه قانون تعیین تکلیف وضعیت ثبتی اراضی و ساختمان‌های فاقد سند رسمی xyxy=(651,425,796,453)
notice-body: برابر آرای صادره هیأت موضوع قانون تعیین تکلیف وضعیت ثبتی اراضی و ساختمان‌های فاقد سند رسمی مستقر در واحد ثبتی، تصرفات مالکانه بلامعارض متقاضیان محرز گردیده است. لذا مشخصات متقاضیان و املاک مورد تقاضا به شرح زیر به منظور اطلاع عموم در دو نوبت به فاصله ۱۵ روز آگهی می‌شود. در صورتی که اشخاص نسبت به صدور سند مالکیت متقاضیان اعتراضی داشته باشند می‌توانند از تاریخ انتشار اولین آگهی به مدت دو ماه اعتراض خود را به این اداره تسلیم و پس از اخذ رسید ظرف مدت یک ماه از تاریخ تسلیم اعتراض، دادخواست خود را به مرجع قضایی تقدیم نمایند. بدیهی است در صورت انقضای مدت مذکور و عدم وصول اعتراض طبق مقررات سند مالکیت صادر خواهد شد. تاریخ انتشار نوبت اول ۱۴۰۵/۰۷/۰۷ تاریخ انتشار نوبت دوم ۱۴۰۵/۰۷/۲۲ xyxy=(649,1495,797,1619)
notice-signature: مهدی جدیدی xyxy=(862,926,905,935)
masthead xyxy=(6,28,960,76)
legal-notice xyxy=(9,1119,156,1287)
legal-notice xyxy=(489,252,636,420)
issue-year: سال چهل و یکم xyxy=(800,33,872,44)
legal-notice xyxy=(169,425,316,593)
legal-notice xyxy=(329,78,476,246)
legal-notice xyxy=(650,772,797,940)
notice-signature: جلیل علیزاده کلاریکی xyxy=(848,405,919,414)
notice-signature: رئیس ثبت اسناد و املاک فیروزکوه xyxy=(827,232,940,241)
notice-heading: آگهی موضوع ماده ۳ قانون و ماده ۱۳ آیین‌نامه قانون تعیین تکلیف وضعیت ثبتی اراضی و ساختمان‌های فاقد سند رسمی xyxy=(10,78,155,105)
notice-signature: ابوالفضل بخشی xyxy=(696,1620,751,1629)
legal-notice xyxy=(9,1466,156,1634)
legal-notice xyxy=(329,425,476,593)
notice-heading: آگهی موضوع ماده ۳ قانون و ماده ۱۳ آیین‌نامه قانون تعیین تکلیف وضعیت ثبتی اراضی و ساختمان‌های فاقد سند رسمی xyxy=(170,1119,315,1147)
notice-heading: آگهی موضوع ماده ۳ قانون و ماده ۱۳ آیین‌نامه قانون تعیین تکلیف وضعیت ثبتی اراضی و ساختمان‌های فاقد سند رسمی xyxy=(10,598,155,626)
notice-heading: آگهی موضوع ماده ۳ قانون و ماده ۱۳ آیین‌نامه قانون تعیین تکلیف وضعیت ثبتی اراضی و ساختمان‌های فاقد سند رسمی xyxy=(651,1466,796,1494)
notice-heading: آگهی موضوع ماده ۳ قانون و ماده ۱۳ آیین‌نامه قانون تعیین تکلیف وضعیت ثبتی اراضی و ساختمان‌های فاقد سند رسمی xyxy=(811,772,956,800)
notice-signature: ناصر کلانتری xyxy=(61,926,104,935)
legal-notice xyxy=(329,1293,476,1461)
notice-signature: ناصر کلانتری xyxy=(702,232,745,241)
notice-signature: احمد ظفری - سرپرست اداره ثبت اسناد xyxy=(338,1273,468,1282)
notice-signature: ابوالفضل بخشی xyxy=(376,232,430,241)
notice-heading: آگهی موضوع ماده ۳ قانون و ماده ۱۳ آیین‌نامه قانون تعیین تکلیف وضعیت ثبتی اراضی و ساختمان‌های فاقد سند رسمی xyxy=(490,251,636,279)
legal-notice xyxy=(169,78,316,246)
notice-body: برابر آرای صادره هیأت موضوع قانون تعیین تکلیف وضعیت ثبتی اراضی و ساختمان‌های فاقد سند رسمی مستقر در واحد ثبتی، تصرفات مالکانه بلامعارض متقاضیان محرز گردیده است. لذا مشخصات متقاضیان و املاک مورد تقاضا به شرح زیر به منظور اطلاع عموم در دو نوبت به فاصله ۱۵ روز آگهی می‌شود. در صورتی که اشخاص نسبت به صدور سند مالکیت متقاضیان اعتراضی داشته باشند می‌توانند از تاریخ انتشار اولین آگهی به مدت دو ماه اعتراض خود را به این اداره تسلیم و پس از اخذ رسید ظرف مدت یک ماه از تاریخ تسلیم اعتراض، دادخواست خود را به مرجع قضایی تقدیم نمایند. بدیهی است در صورت انقضای مدت مذکور و عدم وصول اعتراض طبق مقررات سند مالکیت صادر خواهد شد. تاریخ انتشار نوبت اول ۱۴۰۵/۰۷/۰۷ تاریخ انتشار نوبت دوم ۱۴۰۵/۰۷/۲۲ xyxy=(809,1148,957,1272)
legal-notice xyxy=(9,425,156,593)
notice-heading: آگهی موضوع ماده ۳ قانون و ماده ۱۳ آیین‌نامه قانون تعیین تکلیف وضعیت ثبتی اراضی و ساختمان‌های فاقد سند رسمی xyxy=(490,1466,636,1494)
notice-body: برابر آرای صادره هیأت موضوع قانون تعیین تکلیف وضعیت ثبتی اراضی و ساختمان‌های فاقد سند رسمی مستقر در واحد ثبتی، تصرفات مالکانه بلامعارض متقاضیان محرز گردیده است. لذا مشخصات متقاضیان و املاک مورد تقاضا به شرح زیر به منظور اطلاع عموم در دو نوبت به فاصله ۱۵ روز آگهی می‌شود. در صورتی که اشخاص نسبت به صدور سند مالکیت متقاضیان اعتراضی داشته باشند می‌توانند از تاریخ انتشار اولین آگهی به مدت دو ماه اعتراض خود را به این اداره تسلیم و پس از اخذ رسید ظرف مدت یک ماه از تاریخ تسلیم اعتراض، دادخواست خود را به مرجع قضایی تقدیم نمایند. بدیهی است در صورت انقضای مدت مذکور و عدم وصول اعتراض طبق مقررات سند مالکیت صادر خواهد شد. تاریخ انتشار نوبت اول ۱۴۰۵/۰۷/۰۷ تاریخ انتشار نوبت دوم ۱۴۰۵/۰۷/۲۲ xyxy=(489,280,637,404)
notice-signature: سید هاشم موسوی xyxy=(692,1446,754,1455)
legal-notice xyxy=(169,1119,316,1287)
notice-heading: آگهی موضوع ماده ۳ قانون و ماده ۱۳ آیین‌نامه قانون تعیین تکلیف وضعیت ثبتی اراضی و ساختمان‌های فاقد سند رسمی xyxy=(651,945,796,973)
notice-body: برابر آرای صادره هیأت موضوع قانون تعیین تکلیف وضعیت ثبتی اراضی و ساختمان‌های فاقد سند رسمی مستقر در واحد ثبتی، تصرفات مالکانه بلامعارض متقاضیان محرز گردیده است. لذا مشخصات متقاضیان و املاک مورد تقاضا به شرح زیر به منظور اطلاع عموم در دو نوبت به فاصله ۱۵ روز آگهی می‌شود. در صورتی که اشخاص نسبت به صدور سند مالکیت متقاضیان اعتراضی داشته باشند می‌توانند از تاریخ انتشار اولین آگهی به مدت دو ماه اعتراض خود را به این اداره تسلیم و پس از اخذ رسید ظرف مدت یک ماه از تاریخ تسلیم اعتراض، دادخواست خود را به مرجع قضایی تقدیم نمایند. بدیهی است در صورت انقضای مدت مذکور و عدم وصول اعتراض طبق مقررات سند مالکیت صادر خواهد شد. تاریخ انتشار نوبت اول ۱۴۰۵/۰۷/۰۷ تاریخ انتشار نوبت دوم ۱۴۰۵/۰۷/۲۲ xyxy=(649,454,797,577)
notice-body: برابر آرای صادره هیأت موضوع قانون تعیین تکلیف وضعیت ثبتی اراضی و ساختمان‌های فاقد سند رسمی مستقر در واحد ثبتی، تصرفات مالکانه بلامعارض متقاضیان محرز گردیده است. لذا مشخصات متقاضیان و املاک مورد تقاضا به شرح زیر به منظور اطلاع عموم در دو نوبت به فاصله ۱۵ روز آگهی می‌شود. در صورتی که اشخاص نسبت به صدور سند مالکیت متقاضیان اعتراضی داشته باشند می‌توانند از تاریخ انتشار اولین آگهی به مدت دو ماه اعتراض خود را به این اداره تسلیم و پس از اخذ رسید ظرف مدت یک ماه از تاریخ تسلیم اعتراض، دادخواست خود را به مرجع قضایی تقدیم نمایند. بدیهی است در صورت انقضای مدت مذکور و عدم وصول اعتراض طبق مقررات سند مالکیت صادر خواهد شد. تاریخ انتشار نوبت اول ۱۴۰۵/۰۷/۰۷ تاریخ انتشار نوبت دوم ۱۴۰۵/۰۷/۲۲ xyxy=(809,1495,957,1619)
notice-signature: رئیس ثبت اسناد و املاک فیروزکوه xyxy=(506,579,620,588)
notice-signature: انوشیروان بختیاری xyxy=(532,232,594,241)
legal-notice xyxy=(489,772,636,940)
notice-heading: آگهی موضوع ماده ۳ قانون و ماده ۱۳ آیین‌نامه قانون تعیین تکلیف وضعیت ثبتی اراضی و ساختمان‌های فاقد سند رسمی xyxy=(170,425,315,453)
notice-body: برابر آرای صادره هیأت موضوع قانون تعیین تکلیف وضعیت ثبتی اراضی و ساختمان‌های فاقد سند رسمی مستقر در واحد ثبتی، تصرفات مالکانه بلامعارض متقاضیان محرز گردیده است. لذا مشخصات متقاضیان و املاک مورد تقاضا به شرح زیر به منظور اطلاع عموم در دو نوبت به فاصله ۱۵ روز آگهی می‌شود. در صورتی که اشخاص نسبت به صدور سند مالکیت متقاضیان اعتراضی داشته باشند می‌توانند از تاریخ انتشار اولین آگهی به مدت دو ماه اعتراض خود را به این اداره تسلیم و پس از اخذ رسید ظرف مدت یک ماه از تاریخ تسلیم اعتراض، دادخواست خود را به مرجع قضایی تقدیم نمایند. بدیهی است در صورت انقضای مدت مذکور و عدم وصول اعتراض طبق مقررات سند مالکیت صادر خواهد شد. تاریخ انتشار نوبت اول ۱۴۰۵/۰۷/۰۷ تاریخ انتشار نوبت دوم ۱۴۰۵/۰۷/۲۲ xyxy=(809,107,957,230)
notice-heading: آگهی موضوع ماده ۳ قانون و ماده ۱۳ آیین‌نامه قانون تعیین تکلیف وضعیت ثبتی اراضی و ساختمان‌های فاقد سند رسمی xyxy=(330,598,476,626)
notice-body: برابر آرای صادره هیأت موضوع قانون تعیین تکلیف وضعیت ثبتی اراضی و ساختمان‌های فاقد سند رسمی مستقر در واحد ثبتی، تصرفات مالکانه بلامعارض متقاضیان محرز گردیده است. لذا مشخصات متقاضیان و املاک مورد تقاضا به شرح زیر به منظور اطلاع عموم در دو نوبت به فاصله ۱۵ روز آگهی می‌شود. در صورتی که اشخاص نسبت به صدور سند مالکیت متقاضیان اعتراضی داشته باشند می‌توانند از تاریخ انتشار اولین آگهی به مدت دو ماه اعتراض خود را به این اداره تسلیم و پس از اخذ رسید ظرف مدت یک ماه از تاریخ تسلیم اعتراض، دادخواست خود را به مرجع قضایی تقدیم نمایند. بدیهی است در صورت انقضای مدت مذکور و عدم وصول اعتراض طبق مقررات سند مالکیت صادر خواهد شد. تاریخ انتشار نوبت اول ۱۴۰۵/۰۷/۰۷ تاریخ انتشار نوبت دوم ۱۴۰۵/۰۷/۲۲ xyxy=(329,280,477,404)
notice-body: برابر آرای صادره هیأت موضوع قانون تعیین تکلیف وضعیت ثبتی اراضی و ساختمان‌های فاقد سند رسمی مستقر در واحد ثبتی، تصرفات مالکانه بلامعارض متقاضیان محرز گردیده است. لذا مشخصات متقاضیان و املاک مورد تقاضا به شرح زیر به منظور اطلاع عموم در دو نوبت به فاصله ۱۵ روز آگهی می‌شود. در صورتی که اشخاص نسبت به صدور سند مالکیت متقاضیان اعتراضی داشته باشند می‌توانند از تاریخ انتشار اولین آگهی به مدت دو ماه اعتراض خود را به این اداره تسلیم و پس از اخذ رسید ظرف مدت یک ماه از تاریخ تسلیم اعتراض، دادخواست خود را به مرجع قضایی تقدیم نمایند. بدیهی است در صورت انقضای مدت مذکور و عدم وصول اعتراض طبق مقررات سند مالکیت صادر خواهد شد. تاریخ انتشار نوبت اول ۱۴۰۵/۰۷/۰۷ تاریخ انتشار نوبت دوم ۱۴۰۵/۰۷/۲۲ xyxy=(489,107,637,230)
notice-heading: آگهی موضوع ماده ۳ قانون و ماده ۱۳ آیین‌نامه قانون تعیین تکلیف وضعیت ثبتی اراضی و ساختمان‌های فاقد سند رسمی xyxy=(651,251,796,279)
notice-body: برابر آرای صادره هیأت موضوع قانون تعیین تکلیف وضعیت ثبتی اراضی و ساختمان‌های فاقد سند رسمی مستقر در واحد ثبتی، تصرفات مالکانه بلامعارض متقاضیان محرز گردیده است. لذا مشخصات متقاضیان و املاک مورد تقاضا به شرح زیر به منظور اطلاع عموم در دو نوبت به فاصله ۱۵ روز آگهی می‌شود. در صورتی که اشخاص نسبت به صدور سند مالکیت متقاضیان اعتراضی داشته باشند می‌توانند از تاریخ انتشار اولین آگهی به مدت دو ماه اعتراض خود را به این اداره تسلیم و پس از اخذ رسید ظرف مدت یک ماه از تاریخ تسلیم اعتراض، دادخواست خود را به مرجع قضایی تقدیم نمایند. بدیهی است در صورت انقضای مدت مذکور و عدم وصول اعتراض طبق مقررات سند مالکیت صادر خواهد شد. تاریخ انتشار نوبت اول ۱۴۰۵/۰۷/۰۷ تاریخ انتشار نوبت دوم ۱۴۰۵/۰۷/۲۲ xyxy=(8,1495,157,1619)
legal-notice xyxy=(650,599,797,767)
notice-signature: رئیس اداره ثبت اسناد و املاک ساوجبلاغ xyxy=(17,1446,148,1455)
legal-notice xyxy=(9,772,156,940)
ad-column xyxy=(806,78,960,1629)
legal-notice xyxy=(329,946,476,1114)
notice-heading: آگهی موضوع ماده ۳ قانون و ماده ۱۳ آیین‌نامه قانون تعیین تکلیف وضعیت ثبتی اراضی و ساختمان‌های فاقد سند رسمی xyxy=(170,78,315,105)
date-block xyxy=(54,31,206,73)
notice-signature: انوشیروان بختیاری xyxy=(212,579,274,588)
ad-column xyxy=(485,78,639,1629)
masthead-dates xyxy=(6,30,206,74)
notice-body: برابر آرای صادره هیأت موضوع قانون تعیین تکلیف وضعیت ثبتی اراضی و ساختمان‌های فاقد سند رسمی مستقر در واحد ثبتی، تصرفات مالکانه بلامعارض متقاضیان محرز گردیده است. لذا مشخصات متقاضیان و املاک مورد تقاضا به شرح زیر به منظور اطلاع عموم در دو نوبت به فاصله ۱۵ روز آگهی می‌شود. در صورتی که اشخاص نسبت به صدور سند مالکیت متقاضیان اعتراضی داشته باشند می‌توانند از تاریخ انتشار اولین آگهی به مدت دو ماه اعتراض خود را به این اداره تسلیم و پس از اخذ رسید ظرف مدت یک ماه از تاریخ تسلیم اعتراض، دادخواست خود را به مرجع قضایی تقدیم نمایند. بدیهی است در صورت انقضای مدت مذکور و عدم وصول اعتراض طبق مقررات سند مالکیت صادر خواهد شد. تاریخ انتشار نوبت اول ۱۴۰۵/۰۷/۰۷ تاریخ انتشار نوبت دوم ۱۴۰۵/۰۷/۲۲ xyxy=(489,974,637,1098)
legal-notice xyxy=(489,599,636,767)
notice-heading: آگهی موضوع ماده ۳ قانون و ماده ۱۳ آیین‌نامه قانون تعیین تکلیف وضعیت ثبتی اراضی و ساختمان‌های فاقد سند رسمی xyxy=(330,945,476,973)
notice-heading: آگهی موضوع ماده ۳ قانون و ماده ۱۳ آیین‌نامه قانون تعیین تکلیف وضعیت ثبتی اراضی و ساختمان‌های فاقد سند رسمی xyxy=(330,251,476,279)
legal-notice xyxy=(169,252,316,420)
legal-notice xyxy=(329,599,476,767)
newspaper-logo: رسالت xyxy=(876,35,958,69)
notice-heading: آگهی موضوع ماده ۳ قانون و ماده ۱۳ آیین‌نامه قانون تعیین تکلیف وضعیت ثبتی اراضی و ساختمان‌های فاقد سند رسمی xyxy=(170,772,315,800)
legal-notice xyxy=(489,425,636,593)
notice-heading: آگهی موضوع ماده ۳ قانون و ماده ۱۳ آیین‌نامه قانون تعیین تکلیف وضعیت ثبتی اراضی و ساختمان‌های فاقد سند رسمی xyxy=(330,425,476,453)
notice-signature: سید هاشم موسوی xyxy=(532,1620,594,1629)
legal-notice xyxy=(810,78,957,246)
notice-heading: آگهی موضوع ماده ۳ قانون و ماده ۱۳ آیین‌نامه قانون تعیین تکلیف وضعیت ثبتی اراضی و ساختمان‌های فاقد سند رسمی xyxy=(10,425,155,453)
legal-notice xyxy=(650,425,797,593)
notice-signature: احمد ظفری - سرپرست اداره ثبت اسناد xyxy=(658,926,788,935)
notice-heading: آگهی موضوع ماده ۳ قانون و ماده ۱۳ آیین‌نامه قانون تعیین تکلیف وضعیت ثبتی اراضی و ساختمان‌های فاقد سند رسمی xyxy=(651,1119,796,1147)
notice-body: برابر آرای صادره هیأت موضوع قانون تعیین تکلیف وضعیت ثبتی اراضی و ساختمان‌های فاقد سند رسمی مستقر در واحد ثبتی، تصرفات مالکانه بلامعارض متقاضیان محرز گردیده است. لذا مشخصات متقاضیان و املاک مورد تقاضا به شرح زیر به منظور اطلاع عموم در دو نوبت به فاصله ۱۵ روز آگهی می‌شود. در صورتی که اشخاص نسبت به صدور سند مالکیت متقاضیان اعتراضی داشته باشند می‌توانند از تاریخ انتشار اولین آگهی به مدت دو ماه اعتراض خود را به این اداره تسلیم و پس از اخذ رسید ظرف مدت یک ماه از تاریخ تسلیم اعتراض، دادخواست خود را به مرجع قضایی تقدیم نمایند. بدیهی است در صورت انقضای مدت مذکور و عدم وصول اعتراض طبق مقررات سند مالکیت صادر خواهد شد. تاریخ انتشار نوبت اول ۱۴۰۵/۰۷/۰۷ تاریخ انتشار نوبت دوم ۱۴۰۵/۰۷/۲۲ xyxy=(649,974,797,1098)
masthead-brand xyxy=(730,30,960,74)
notice-signature: ناصر کلانتری xyxy=(221,752,264,761)
legal-notice xyxy=(9,946,156,1114)
notice-signature: انوشیروان بختیاری xyxy=(852,1620,915,1629)
notice-heading: آگهی موضوع ماده ۳ قانون و ماده ۱۳ آیین‌نامه قانون تعیین تکلیف وضعیت ثبتی اراضی و ساختمان‌های فاقد سند رسمی xyxy=(490,78,636,105)
notice-heading: آگهی موضوع ماده ۳ قانون و ماده ۱۳ آیین‌نامه قانون تعیین تکلیف وضعیت ثبتی اراضی و ساختمان‌های فاقد سند رسمی xyxy=(170,945,315,973)
notice-body: برابر آرای صادره هیأت موضوع قانون تعیین تکلیف وضعیت ثبتی اراضی و ساختمان‌های فاقد سند رسمی مستقر در واحد ثبتی، تصرفات مالکانه بلامعارض متقاضیان محرز گردیده است. لذا مشخصات متقاضیان و املاک مورد تقاضا به شرح زیر به منظور اطلاع عموم در دو نوبت به فاصله ۱۵ روز آگهی می‌شود. در صورتی که اشخاص نسبت به صدور سند مالکیت متقاضیان اعتراضی داشته باشند می‌توانند از تاریخ انتشار اولین آگهی به مدت دو ماه اعتراض خود را به این اداره تسلیم و پس از اخذ رسید ظرف مدت یک ماه از تاریخ تسلیم اعتراض، دادخواست خود را به مرجع قضایی تقدیم نمایند. بدیهی است در صورت انقضای مدت مذکور و عدم وصول اعتراض طبق مقررات سند مالکیت صادر خواهد شد. تاریخ انتشار نوبت اول ۱۴۰۵/۰۷/۰۷ تاریخ انتشار نوبت دوم ۱۴۰۵/۰۷/۲۲ xyxy=(489,801,637,925)
notice-signature: رئیس ثبت اسناد و املاک ورامین xyxy=(671,1273,776,1282)
notice-heading: آگهی موضوع ماده ۳ قانون و ماده ۱۳ آیین‌نامه قانون تعیین تکلیف وضعیت ثبتی اراضی و ساختمان‌های فاقد سند رسمی xyxy=(330,772,476,800)
notice-body: برابر آرای صادره هیأت موضوع قانون تعیین تکلیف وضعیت ثبتی اراضی و ساختمان‌های فاقد سند رسمی مستقر در واحد ثبتی، تصرفات مالکانه بلامعارض متقاضیان محرز گردیده است. لذا مشخصات متقاضیان و املاک مورد تقاضا به شرح زیر به منظور اطلاع عموم در دو نوبت به فاصله ۱۵ روز آگهی می‌شود. در صورتی که اشخاص نسبت به صدور سند مالکیت متقاضیان اعتراضی داشته باشند می‌توانند از تاریخ انتشار اولین آگهی به مدت دو ماه اعتراض خود را به این اداره تسلیم و پس از اخذ رسید ظرف مدت یک ماه از تاریخ تسلیم اعتراض، دادخواست خود را به مرجع قضایی تقدیم نمایند. بدیهی است در صورت انقضای مدت مذکور و عدم وصول اعتراض طبق مقررات سند مالکیت صادر خواهد شد. تاریخ انتشار نوبت اول ۱۴۰۵/۰۷/۰۷ تاریخ انتشار نوبت دوم ۱۴۰۵/۰۷/۲۲ xyxy=(8,107,157,230)
page-number: ۳ xyxy=(12,32,48,72)
legal-notice xyxy=(650,1466,797,1634)
notice-body: برابر آرای صادره هیأت موضوع قانون تعیین تکلیف وضعیت ثبتی اراضی و ساختمان‌های فاقد سند رسمی مستقر در واحد ثبتی، تصرفات مالکانه بلامعارض متقاضیان محرز گردیده است. لذا مشخصات متقاضیان و املاک مورد تقاضا به شرح زیر به منظور اطلاع عموم در دو نوبت به فاصله ۱۵ روز آگهی می‌شود. در صورتی که اشخاص نسبت به صدور سند مالکیت متقاضیان اعتراضی داشته باشند می‌توانند از تاریخ انتشار اولین آگهی به مدت دو ماه اعتراض خود را به این اداره تسلیم و پس از اخذ رسید ظرف مدت یک ماه از تاریخ تسلیم اعتراض، دادخواست خود را به مرجع قضایی تقدیم نمایند. بدیهی است در صورت انقضای مدت مذکور و عدم وصول اعتراض طبق مقررات سند مالکیت صادر خواهد شد. تاریخ انتشار نوبت اول ۱۴۰۵/۰۷/۰۷ تاریخ انتشار نوبت دوم ۱۴۰۵/۰۷/۲۲ xyxy=(169,974,317,1098)
ad-column xyxy=(165,78,319,1629)
notice-signature: جلیل علیزاده کلاریکی xyxy=(368,926,438,935)
notice-signature: رئیس ثبت اسناد و املاک فیروزکوه xyxy=(26,1099,139,1108)
notice-signature: جلیل علیزاده کلاریکی xyxy=(47,1273,118,1282)
notice-heading: آگهی موضوع ماده ۳ قانون و ماده ۱۳ آیین‌نامه قانون تعیین تکلیف وضعیت ثبتی اراضی و ساختمان‌های فاقد سند رسمی xyxy=(651,772,796,800)
notice-heading: آگهی موضوع ماده ۳ قانون و ماده ۱۳ آیین‌نامه قانون تعیین تکلیف وضعیت ثبتی اراضی و ساختمان‌های فاقد سند رسمی xyxy=(170,598,315,626)
notice-body: برابر آرای صادره هیأت موضوع قانون تعیین تکلیف وضعیت ثبتی اراضی و ساختمان‌های فاقد سند رسمی مستقر در واحد ثبتی، تصرفات مالکانه بلامعارض متقاضیان محرز گردیده است. لذا مشخصات متقاضیان و املاک مورد تقاضا به شرح زیر به منظور اطلاع عموم در دو نوبت به فاصله ۱۵ روز آگهی می‌شود. در صورتی که اشخاص نسبت به صدور سند مالکیت متقاضیان اعتراضی داشته باشند می‌توانند از تاریخ انتشار اولین آگهی به مدت دو ماه اعتراض خود را به این اداره تسلیم و پس از اخذ رسید ظرف مدت یک ماه از تاریخ تسلیم اعتراض، دادخواست خود را به مرجع قضایی تقدیم نمایند. بدیهی است در صورت انقضای مدت مذکور و عدم وصول اعتراض طبق مقررات سند مالکیت صادر خواهد شد. تاریخ انتشار نوبت اول ۱۴۰۵/۰۷/۰۷ تاریخ انتشار نوبت دوم ۱۴۰۵/۰۷/۲۲ xyxy=(8,801,157,925)
legal-notice xyxy=(169,946,316,1114)
legal-notice xyxy=(489,1293,636,1461)
notice-heading: آگهی موضوع ماده ۳ قانون و ماده ۱۳ آیین‌نامه قانون تعیین تکلیف وضعیت ثبتی اراضی و ساختمان‌های فاقد سند رسمی xyxy=(811,78,956,105)
notice-body: برابر آرای صادره هیأت موضوع قانون تعیین تکلیف وضعیت ثبتی اراضی و ساختمان‌های فاقد سند رسمی مستقر در واحد ثبتی، تصرفات مالکانه بلامعارض متقاضیان محرز گردیده است. لذا مشخصات متقاضیان و املاک مورد تقاضا به شرح زیر به منظور اطلاع عموم در دو نوبت به فاصله ۱۵ روز آگهی می‌شود. در صورتی که اشخاص نسبت به صدور سند مالکیت متقاضیان اعتراضی داشته باشند می‌توانند از تاریخ انتشار اولین آگهی به مدت دو ماه اعتراض خود را به این اداره تسلیم و پس از اخذ رسید ظرف مدت یک ماه از تاریخ تسلیم اعتراض، دادخواست خود را به مرجع قضایی تقدیم نمایند. بدیهی است در صورت انقضای مدت مذکور و عدم وصول اعتراض طبق مقررات سند مالکیت صادر خواهد شد. تاریخ انتشار نوبت اول ۱۴۰۵/۰۷/۰۷ تاریخ انتشار نوبت دوم ۱۴۰۵/۰۷/۲۲ xyxy=(8,627,157,751)
notice-heading: آگهی موضوع ماده ۳ قانون و ماده ۱۳ آیین‌نامه قانون تعیین تکلیف وضعیت ثبتی اراضی و ساختمان‌های فاقد سند رسمی xyxy=(10,772,155,800)
notice-body: برابر آرای صادره هیأت موضوع قانون تعیین تکلیف وضعیت ثبتی اراضی و ساختمان‌های فاقد سند رسمی مستقر در واحد ثبتی، تصرفات مالکانه بلامعارض متقاضیان محرز گردیده است. لذا مشخصات متقاضیان و املاک مورد تقاضا به شرح زیر به منظور اطلاع عموم در دو نوبت به فاصله ۱۵ روز آگهی می‌شود. در صورتی که اشخاص نسبت به صدور سند مالکیت متقاضیان اعتراضی داشته باشند می‌توانند از تاریخ انتشار اولین آگهی به مدت دو ماه اعتراض خود را به این اداره تسلیم و پس از اخذ رسید ظرف مدت یک ماه از تاریخ تسلیم اعتراض، دادخواست خود را به مرجع قضایی تقدیم نمایند. بدیهی است در صورت انقضای مدت مذکور و عدم وصول اعتراض طبق مقررات سند مالکیت صادر خواهد شد. تاریخ انتشار نوبت اول ۱۴۰۵/۰۷/۰۷ تاریخ انتشار نوبت دوم ۱۴۰۵/۰۷/۲۲ xyxy=(809,627,957,751)
date-other: ۱۷ ربیع‌الثانی ۱۴۴۸ / ۲۹ سپتامبر ۲۰۲۶ xyxy=(64,47,206,71)
notice-signature: رئیس اداره ثبت اسناد و املاک ساوجبلاغ xyxy=(338,1099,468,1108)
notice-signature: سید هاشم موسوی xyxy=(212,232,274,241)
notice-body: برابر آرای صادره هیأت موضوع قانون تعیین تکلیف وضعیت ثبتی اراضی و ساختمان‌های فاقد سند رسمی مستقر در واحد ثبتی، تصرفات مالکانه بلامعارض متقاضیان محرز گردیده است. لذا مشخصات متقاضیان و املاک مورد تقاضا به شرح زیر به منظور اطلاع عموم در دو نوبت به فاصله ۱۵ روز آگهی می‌شود. در صورتی که اشخاص نسبت به صدور سند مالکیت متقاضیان اعتراضی داشته باشند می‌توانند از تاریخ انتشار اولین آگهی به مدت دو ماه اعتراض خود را به این اداره تسلیم و پس از اخذ رسید ظرف مدت یک ماه از تاریخ تسلیم اعتراض، دادخواست خود را به مرجع قضایی تقدیم نمایند. بدیهی است در صورت انقضای مدت مذکور و عدم وصول اعتراض طبق مقررات سند مالکیت صادر خواهد شد. تاریخ انتشار نوبت اول ۱۴۰۵/۰۷/۰۷ تاریخ انتشار نوبت دوم ۱۴۰۵/۰۷/۲۲ xyxy=(329,1321,477,1445)
notice-heading: آگهی موضوع ماده ۳ قانون و ماده ۱۳ آیین‌نامه قانون تعیین تکلیف وضعیت ثبتی اراضی و ساختمان‌های فاقد سند رسمی xyxy=(490,1292,636,1320)
notice-body: برابر آرای صادره هیأت موضوع قانون تعیین تکلیف وضعیت ثبتی اراضی و ساختمان‌های فاقد سند رسمی مستقر در واحد ثبتی، تصرفات مالکانه بلامعارض متقاضیان محرز گردیده است. لذا مشخصات متقاضیان و املاک مورد تقاضا به شرح زیر به منظور اطلاع عموم در دو نوبت به فاصله ۱۵ روز آگهی می‌شود. در صورتی که اشخاص نسبت به صدور سند مالکیت متقاضیان اعتراضی داشته باشند می‌توانند از تاریخ انتشار اولین آگهی به مدت دو ماه اعتراض خود را به این اداره تسلیم و پس از اخذ رسید ظرف مدت یک ماه از تاریخ تسلیم اعتراض، دادخواست خود را به مرجع قضایی تقدیم نمایند. بدیهی است در صورت انقضای مدت مذکور و عدم وصول اعتراض طبق مقررات سند مالکیت صادر خواهد شد. تاریخ انتشار نوبت اول ۱۴۰۵/۰۷/۰۷ تاریخ انتشار نوبت دوم ۱۴۰۵/۰۷/۲۲ xyxy=(809,974,957,1098)
notice-signature: احمد ظفری - سرپرست اداره ثبت اسناد xyxy=(498,1099,628,1108)
legal-notice xyxy=(810,599,957,767)
notice-body: برابر آرای صادره هیأت موضوع قانون تعیین تکلیف وضعیت ثبتی اراضی و ساختمان‌های فاقد سند رسمی مستقر در واحد ثبتی، تصرفات مالکانه بلامعارض متقاضیان محرز گردیده است. لذا مشخصات متقاضیان و املاک مورد تقاضا به شرح زیر به منظور اطلاع عموم در دو نوبت به فاصله ۱۵ روز آگهی می‌شود. در صورتی که اشخاص نسبت به صدور سند مالکیت متقاضیان اعتراضی داشته باشند می‌توانند از تاریخ انتشار اولین آگهی به مدت دو ماه اعتراض خود را به این اداره تسلیم و پس از اخذ رسید ظرف مدت یک ماه از تاریخ تسلیم اعتراض، دادخواست خود را به مرجع قضایی تقدیم نمایند. بدیهی است در صورت انقضای مدت مذکور و عدم وصول اعتراض طبق مقررات سند مالکیت صادر خواهد شد. تاریخ انتشار نوبت اول ۱۴۰۵/۰۷/۰۷ تاریخ انتشار نوبت دوم ۱۴۰۵/۰۷/۲۲ xyxy=(169,1321,317,1445)
notice-heading: آگهی موضوع ماده ۳ قانون و ماده ۱۳ آیین‌نامه قانون تعیین تکلیف وضعیت ثبتی اراضی و ساختمان‌های فاقد سند رسمی xyxy=(651,78,796,105)
notice-signature: رئیس ثبت اسناد و املاک فیروزکوه xyxy=(186,926,299,935)
notice-signature: مهدی جدیدی xyxy=(382,1446,424,1455)
notice-body: برابر آرای صادره هیأت موضوع قانون تعیین تکلیف وضعیت ثبتی اراضی و ساختمان‌های فاقد سند رسمی مستقر در واحد ثبتی، تصرفات مالکانه بلامعارض متقاضیان محرز گردیده است. لذا مشخصات متقاضیان و املاک مورد تقاضا به شرح زیر به منظور اطلاع عموم در دو نوبت به فاصله ۱۵ روز آگهی می‌شود. در صورتی که اشخاص نسبت به صدور سند مالکیت متقاضیان اعتراضی داشته باشند می‌توانند از تاریخ انتشار اولین آگهی به مدت دو ماه اعتراض خود را به این اداره تسلیم و پس از اخذ رسید ظرف مدت یک ماه از تاریخ تسلیم اعتراض، دادخواست خود را به مرجع قضایی تقدیم نمایند. بدیهی است در صورت انقضای مدت مذکور و عدم وصول اعتراض طبق مقررات سند مالکیت صادر خواهد شد. تاریخ انتشار نوبت اول ۱۴۰۵/۰۷/۰۷ تاریخ انتشار نوبت دوم ۱۴۰۵/۰۷/۲۲ xyxy=(809,801,957,925)
